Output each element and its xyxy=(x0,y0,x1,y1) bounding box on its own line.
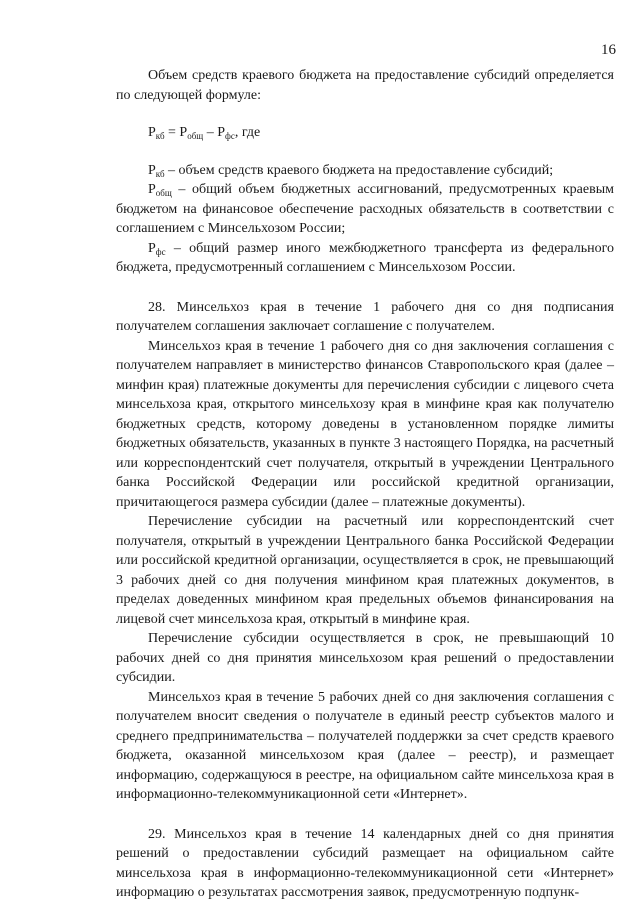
page-number: 16 xyxy=(601,42,616,58)
definition-robsh: $Р_{общ}$ – общий объем бюджетных ассигнований, предусмотренных краевым бюджетом на финансовое обеспечение расходных обязательств в соответствии с соглашением с Минсельхозом России; xyxy=(116,182,614,236)
document-body xyxy=(116,66,614,903)
paragraph-29: 29. Минсельхоз края в течение 14 календарных дней со дня принятия решений о предоставлении субсидий размещает на официальном сайте минсельхоза края в информационно-телекоммуникационной сети «Интернет» информацию о результатах рассмотрения заявок, предусмотренную подпунк- xyxy=(116,826,614,900)
paragraph-28-deadline: Перечисление субсидии осуществляется в срок, не превышающий 10 рабочих дней со дня принятия минсельхозом края решений о предоставлении субсидии. xyxy=(116,631,614,685)
definition-rfs: $Р_{фс}$ – общий размер иного межбюджетного трансферта из федерального бюджета, предусмотренный соглашением с Минсельхозом России. xyxy=(116,240,614,275)
formula: $Р_{кб} = Р_{общ} - Р_{фс}$, где xyxy=(148,125,261,141)
paragraph-28: 28. Минсельхоз края в течение 1 рабочего дня со дня подписания получателем соглашения заключает соглашение с получателем. xyxy=(116,299,614,334)
intro-paragraph: Объем средств краевого бюджета на предоставление субсидий определяется по следующей формуле: xyxy=(116,68,614,103)
paragraph-28-payment-docs: Минсельхоз края в течение 1 рабочего дня со дня заключения соглашения с получателем направляет в министерство финансов Ставропольского края (далее – минфин края) платежные документы для перечисления субсидии с лицевого счета минсельхоза края, открытого минсельхозу края в минфине края как получателю бюджетных средств, которому доведены в установленном порядке лимиты бюджетных обязательств, указанных в пункте 3 настоящего Порядка, на расчетный или корреспондентский счет получателя, открытый в учреждении Центрального банка Российской Федерации или российской кредитной организации, причитающегося размера субсидии (далее – платежные документы). xyxy=(116,338,614,510)
paragraph-28-registry: Минсельхоз края в течение 5 рабочих дней со дня заключения соглашения с получателем вносит сведения о получателе в единый реестр субъектов малого и среднего предпринимательства – получателей поддержки за счет средств краевого бюджета, оказанной минсельхозом края (далее – реестр), и размещает информацию, содержащуюся в реестре, на официальном сайте минсельхоза края в информационно-телекоммуникационной сети «Интернет». xyxy=(116,689,614,802)
definition-rkb: $Р_{кб}$ – объем средств краевого бюджета на предоставление субсидий; xyxy=(148,162,554,179)
paragraph-28-transfer: Перечисление субсидии на расчетный или корреспондентский счет получателя, открытый в учреждении Центрального банка Российской Федерации или российской кредитной организации, осуществляется в срок, не превышающий 3 рабочих дней со дня получения минфином края платежных документов, в пределах доведенных минфином края предельных объемов финансирования на лицевой счет минсельхоза края, открытый в минфине края. xyxy=(116,514,614,627)
